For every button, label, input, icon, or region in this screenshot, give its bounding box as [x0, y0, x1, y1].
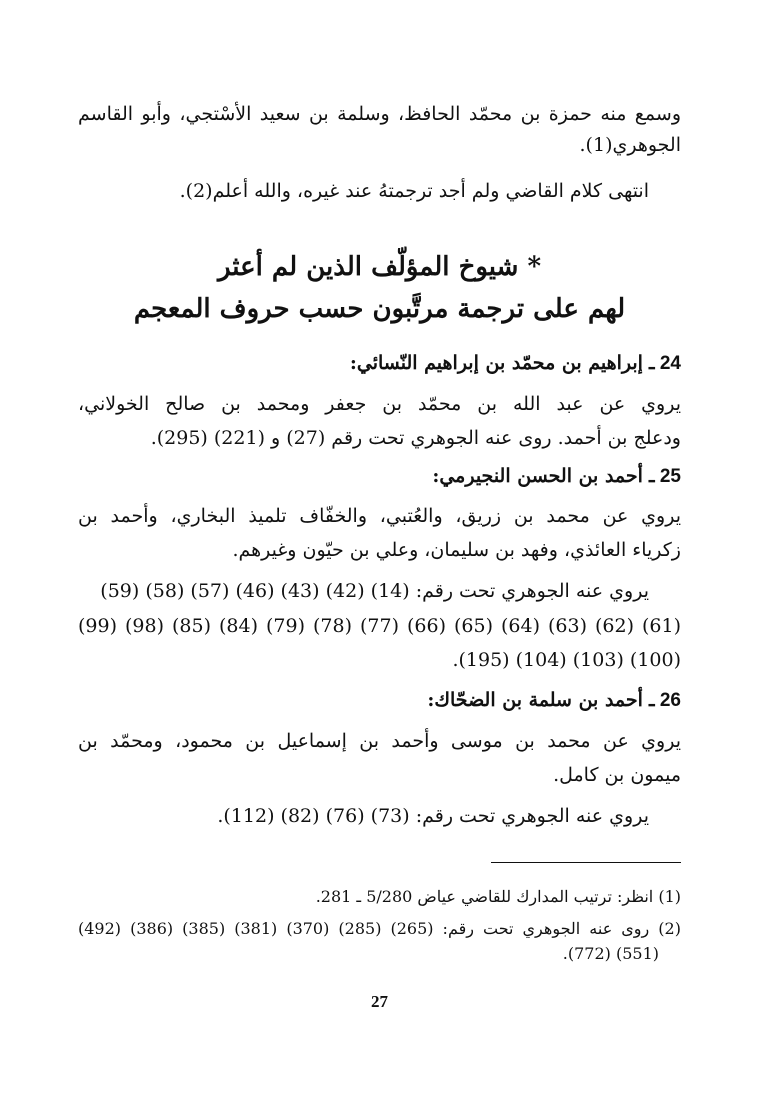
page-number: 27 [371, 992, 388, 1011]
entry-name: إبراهيم بن محمّد بن إبراهيم النّسائي: [349, 352, 643, 374]
entry-24-line-1: يروي عن عبد الله بن محمّد بن جعفر ومحمد بن صالح الخولاني، [78, 393, 681, 415]
entry-25-line-4: (61) (62) (63) (64) (65) (66) (77) (78) (79) (84) (85) (98) (99) [78, 615, 682, 637]
entry-26-line-3: يروي عنه الجوهري تحت رقم: (73) (76) (82) (112). [217, 805, 649, 827]
entry-25-title [78, 463, 681, 490]
entry-26-line-2: ميمون بن كامل. [553, 764, 681, 786]
entry-number: 25 ـ [649, 466, 681, 487]
section-heading-line-2: لهم على ترجمة مرتَّبون حسب حروف المعجم [133, 294, 626, 324]
section-heading-line-1: * شيوخ المؤلّف الذين لم أعثر [217, 252, 542, 282]
entry-25-line-5: (100) (103) (104) (195). [452, 649, 681, 671]
entry-number: 26 ـ [649, 690, 681, 711]
intro-line-1: وسمع منه حمزة بن محمّد الحافظ، وسلمة بن سعيد الأسْتجي، وأبو القاسم [78, 103, 681, 125]
entry-26-line-1: يروي عن محمد بن موسى وأحمد بن إسماعيل بن محمود، ومحمّد بن [78, 730, 681, 752]
entry-25-line-2: زكرياء العائذي، وفهد بن سليمان، وعلي بن حيّون وغيرهم. [232, 539, 681, 561]
entry-24-title [78, 350, 681, 377]
entry-name: أحمد بن سلمة بن الضحّاك: [427, 689, 643, 711]
footnote-1: (1) انظر: ترتيب المدارك للقاضي عياض 5/280 ـ 281. [315, 887, 681, 906]
footnote-2: (2) روى عنه الجوهري تحت رقم: (265) (285) (370) (381) (385) (386) (492) [78, 919, 681, 938]
entry-25-line-3: يروي عنه الجوهري تحت رقم: (14) (42) (43) (46) (57) (58) (59) [100, 580, 649, 602]
entry-number: 24 ـ [649, 353, 681, 374]
entry-name: أحمد بن الحسن النجيرمي: [432, 465, 643, 487]
footnote-separator [491, 862, 681, 863]
intro-line-3: انتهى كلام القاضي ولم أجد ترجمتهُ عند غيره، والله أعلم(2). [179, 180, 649, 202]
entry-26-title [78, 687, 681, 714]
entry-24-line-2: ودعلج بن أحمد. روى عنه الجوهري تحت رقم (27) و (221) (295). [150, 427, 681, 449]
intro-line-2: الجوهري(1). [579, 134, 681, 156]
entry-25-line-1: يروي عن محمد بن زريق، والعُتبي، والخفّاف تلميذ البخاري، وأحمد بن [78, 505, 681, 527]
footnote-2-continued: (551) (772). [562, 944, 659, 963]
